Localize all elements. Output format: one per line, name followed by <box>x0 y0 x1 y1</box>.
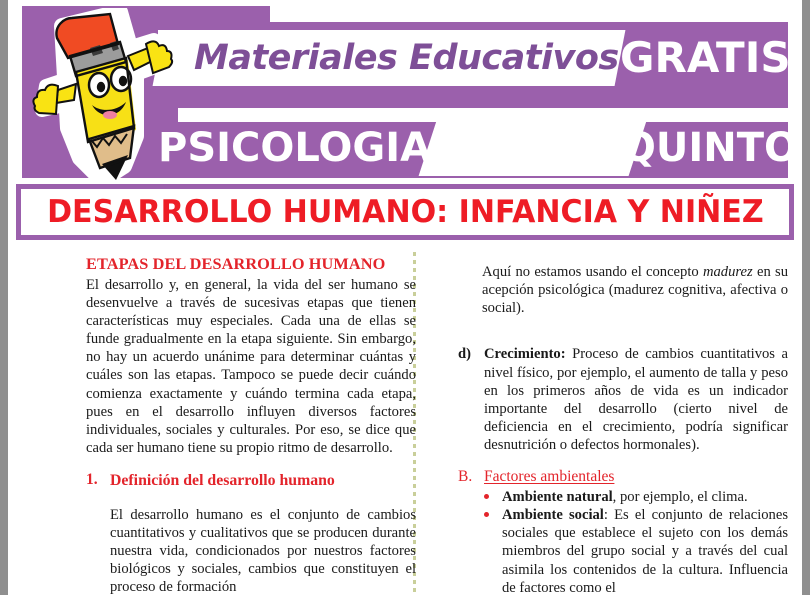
free-label: GRATIS <box>620 33 791 82</box>
bullet-rest: , por ejemplo, el clima. <box>612 489 748 506</box>
growth-item <box>458 345 788 454</box>
definition-body: El desarrollo humano es el conjunto de cambios cuantitativos y cualitativos que se producen durante nuestra vida, condicionados por nuestros factores biológicos y sociales, cambios que constituyen el proceso de formación <box>110 506 416 595</box>
maturity-note-part2: en su acepción psicológica (madurez cognitiva, afectiva o social). <box>482 263 788 316</box>
left-intro-paragraph: El desarrollo y, en general, la vida del ser humano se desenvuelve a través de sucesivas etapas que tienen características muy especiales. Cada una de ellas se funde gradualmente en la etapa siguiente. Sin embargo, no hay un acuerdo unánime para determinar cuántas y cuáles son las etapas. Tampoco se puede decir cuándo comienza exactamente y cuándo termina cada etapa, pues en el desarrollo influyen diversos factores individuales, sociales y culturales. Por eso, se dice que cada ser humano tiene su propio ritmo de desarrollo. <box>86 277 416 456</box>
definition-heading-text: Definición del desarrollo humano <box>110 471 335 489</box>
grade-label: QUINTO <box>621 125 798 171</box>
pencil-mascot-icon <box>24 8 174 180</box>
environmental-factors-list <box>458 488 788 595</box>
maturity-note-italic: madurez <box>702 263 753 280</box>
growth-item-body: Proceso de cambios cuantitativos a nivel físico, por ejemplo, el aumento de talla y peso en los primeros años de vida es un indicador importante del desarrollo (cierto nivel de deficiencia en el crecimiento, podría significar desnutrición o defectos hormonales). <box>484 346 788 453</box>
list-item <box>458 506 788 595</box>
header-top-white-notch <box>270 6 788 22</box>
growth-item-marker: d) <box>458 346 471 363</box>
right-column <box>458 248 788 595</box>
environmental-factors-title: Factores ambientales <box>484 468 615 486</box>
environmental-factors-marker: B. <box>458 468 473 486</box>
definition-number: 1. <box>86 470 98 488</box>
growth-item-lead: Crecimiento: <box>484 346 566 363</box>
left-section-title: ETAPAS DEL DESARROLLO HUMANO <box>86 254 386 273</box>
lesson-title: DESARROLLO HUMANO: INFANCIA Y NIÑEZ <box>46 194 764 230</box>
bullet-dot-icon <box>484 512 489 517</box>
growth-item-text <box>484 345 788 454</box>
maturity-note <box>482 263 788 317</box>
left-column <box>86 248 416 595</box>
list-item <box>458 488 788 506</box>
environmental-factors-heading <box>458 468 788 486</box>
lesson-title-bar <box>16 184 794 240</box>
bullet-lead: Ambiente natural <box>502 489 613 506</box>
brand-title: Materiales Educativos <box>194 38 619 78</box>
bullet-rest: : Es el conjunto de relaciones sociales que establece el sujeto con los demás miembros del grupo social y a través del cual asimila los contenidos de la cultura. Influencia de factores como el <box>502 507 789 595</box>
bullet-lead: Ambiente social <box>502 507 604 524</box>
definition-heading <box>86 471 416 491</box>
bullet-dot-icon <box>484 494 489 499</box>
subject-label: PSICOLOGIA <box>158 125 432 171</box>
worksheet-content <box>8 248 802 595</box>
worksheet-page <box>8 0 802 595</box>
maturity-note-part1: Aquí no estamos usando el concepto <box>482 263 703 280</box>
